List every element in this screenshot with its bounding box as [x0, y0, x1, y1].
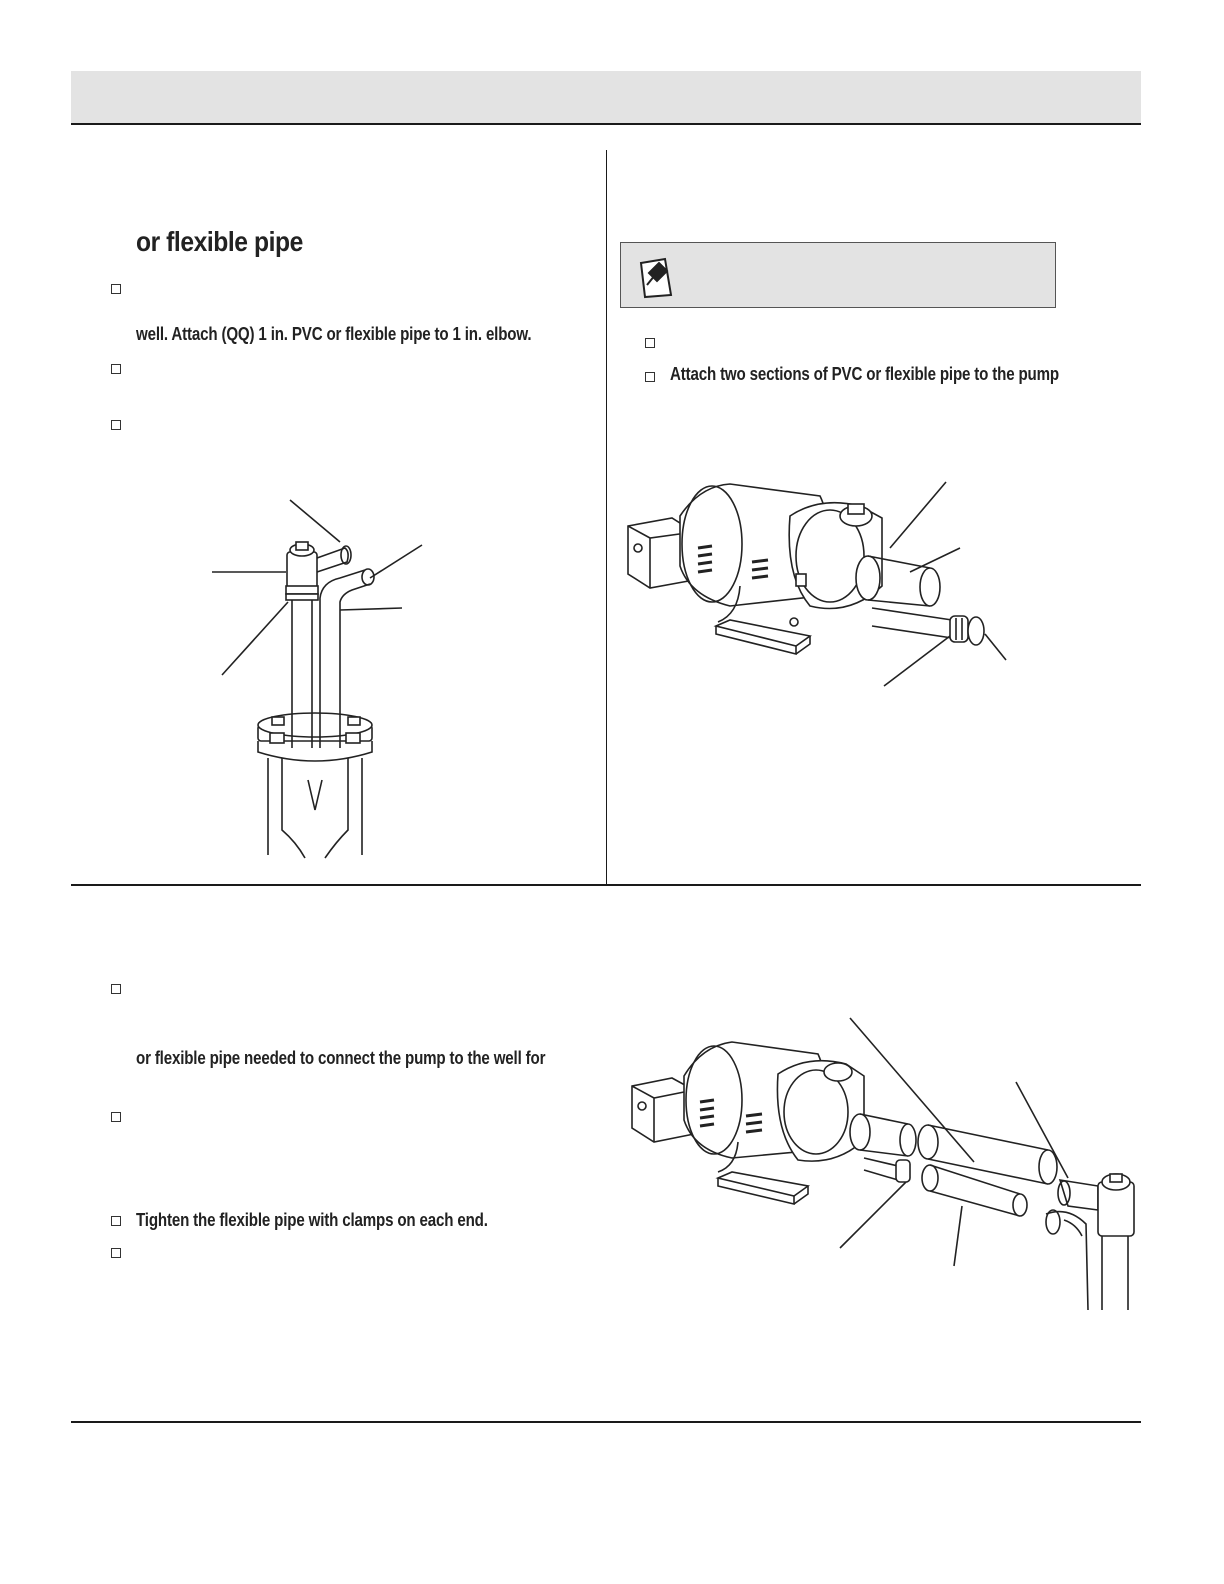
checkbox-icon: [111, 1248, 121, 1258]
checkbox-icon: [645, 338, 655, 348]
checkbox-icon: [111, 364, 121, 374]
checkbox-icon: [111, 284, 121, 294]
pump-to-well-illustration: [628, 1010, 1140, 1310]
well-head-illustration: [200, 490, 440, 870]
checkbox-icon: [111, 1112, 121, 1122]
note-pushpin-icon: [635, 251, 677, 299]
checkbox-icon: [645, 372, 655, 382]
column-divider: [606, 150, 607, 885]
note-box: [620, 242, 1056, 308]
section-divider: [71, 884, 1141, 886]
footer-rule: [71, 1421, 1141, 1423]
section-heading: or flexible pipe: [136, 226, 303, 257]
header-bar: [71, 71, 1141, 125]
step-text-connect: or flexible pipe needed to connect the pump to the well for: [136, 1048, 546, 1068]
step-text-attach-pipes: Attach two sections of PVC or flexible pipe to the pump: [670, 364, 1059, 384]
checkbox-icon: [111, 420, 121, 430]
step-text-well-attach: well. Attach (QQ) 1 in. PVC or flexible pipe to 1 in. elbow.: [136, 324, 532, 344]
step-text-tighten: Tighten the flexible pipe with clamps on each end.: [136, 1210, 488, 1230]
checkbox-icon: [111, 1216, 121, 1226]
checkbox-icon: [111, 984, 121, 994]
pump-illustration: [620, 476, 1020, 696]
